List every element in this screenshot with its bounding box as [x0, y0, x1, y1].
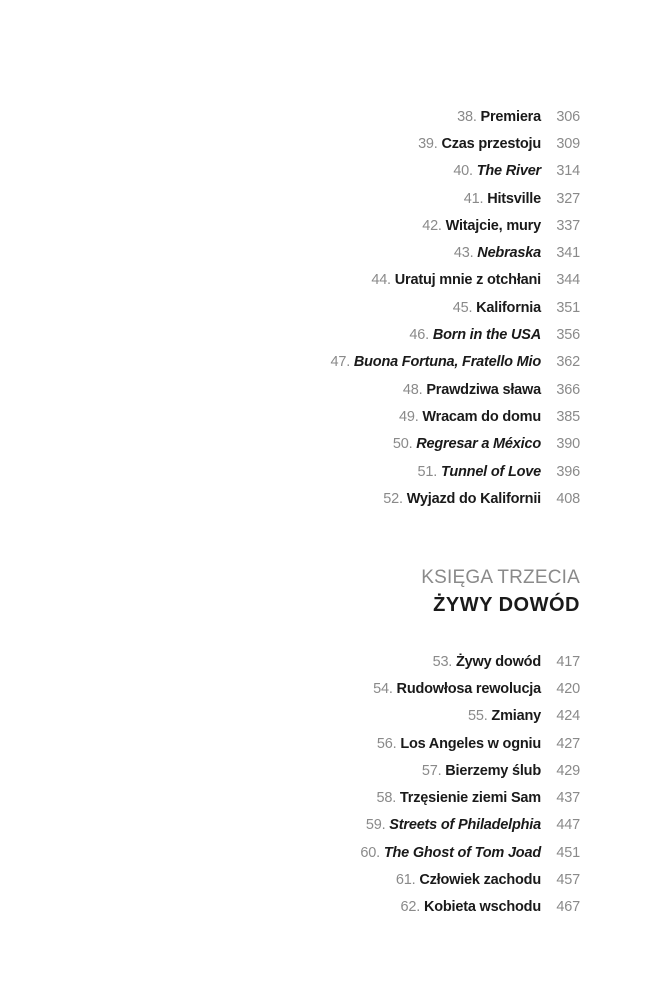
chapter-number: 52. [383, 490, 403, 507]
toc-entry-text [422, 218, 541, 234]
chapter-number: 47. [330, 354, 351, 371]
page-number: 341 [556, 245, 580, 262]
toc-entry-text [383, 491, 541, 507]
toc-entry[interactable] [0, 185, 666, 212]
chapter-number: 57. [421, 762, 442, 779]
toc-entry-text [454, 245, 541, 261]
toc-entry[interactable] [0, 321, 666, 348]
chapter-number: 55. [468, 708, 488, 725]
toc-list-part-two [0, 103, 666, 512]
toc-entry-text [418, 136, 541, 152]
chapter-title: Buona Fortuna, Fratello Mio [353, 354, 541, 371]
toc-entry[interactable] [0, 812, 666, 839]
chapter-title: Tunnel of Love [440, 463, 541, 480]
chapter-number: 50. [392, 436, 413, 453]
toc-entry[interactable] [0, 894, 666, 921]
toc-entry[interactable] [0, 349, 666, 376]
chapter-number: 39. [418, 135, 438, 152]
toc-entry-text [464, 191, 541, 207]
page-number: 420 [556, 680, 580, 697]
toc-entry[interactable] [0, 485, 666, 512]
toc-entry-text [377, 736, 541, 752]
page-number: 385 [556, 408, 580, 425]
chapter-number: 61. [395, 872, 416, 889]
toc-entry-text [403, 382, 541, 398]
chapter-title: Nebraska [477, 245, 541, 262]
chapter-number: 59. [365, 817, 386, 834]
toc-entry[interactable] [0, 458, 666, 485]
chapter-title: Bierzemy ślub [445, 762, 541, 779]
chapter-title: The Ghost of Tom Joad [383, 844, 541, 861]
chapter-number: 54. [373, 680, 393, 697]
chapter-title: Kalifornia [476, 299, 541, 316]
page-number: 309 [556, 135, 580, 152]
page-number: 408 [556, 490, 580, 507]
chapter-number: 62. [400, 899, 421, 916]
chapter-title: Żywy dowód [455, 653, 541, 670]
toc-entry[interactable] [0, 703, 666, 730]
page-number: 427 [556, 735, 580, 752]
chapter-title: Born in the USA [432, 327, 541, 344]
chapter-number: 46. [409, 327, 429, 344]
toc-entry[interactable] [0, 839, 666, 866]
toc-entry[interactable] [0, 784, 666, 811]
toc-entry[interactable] [0, 403, 666, 430]
page-number: 396 [556, 463, 580, 480]
toc-entry-text [457, 109, 541, 125]
toc-entry[interactable] [0, 376, 666, 403]
chapter-number: 48. [402, 381, 423, 398]
toc-entry[interactable] [0, 730, 666, 757]
toc-entry-text [366, 817, 541, 833]
toc-entry-text [453, 300, 541, 316]
page-number: 429 [556, 762, 580, 779]
toc-entry-text [396, 872, 541, 888]
page-number: 327 [556, 190, 580, 207]
section-title: ŻYWY DOWÓD [433, 594, 580, 616]
page-number: 351 [556, 299, 580, 316]
page-number: 337 [556, 217, 580, 234]
toc-entry-text [453, 163, 541, 179]
chapter-title: Witajcie, mury [445, 217, 541, 234]
chapter-number: 44. [371, 272, 391, 289]
toc-entry[interactable] [0, 866, 666, 893]
page-number: 390 [556, 436, 580, 453]
chapter-title: The River [476, 163, 541, 180]
chapter-title: Streets of Philadelphia [389, 817, 541, 834]
section-header [421, 565, 580, 619]
chapter-number: 45. [452, 299, 473, 316]
page-number: 306 [556, 108, 580, 125]
chapter-number: 58. [376, 790, 397, 807]
toc-entry-text [422, 763, 541, 779]
chapter-number: 53. [432, 653, 453, 670]
page-number: 424 [556, 708, 580, 725]
toc-entry-text [433, 654, 541, 670]
toc-entry-text [330, 354, 541, 370]
toc-entry[interactable] [0, 130, 666, 157]
toc-entry-text [393, 436, 541, 452]
toc-entry[interactable] [0, 158, 666, 185]
chapter-number: 43. [453, 245, 474, 262]
chapter-title: Los Angeles w ogniu [400, 735, 541, 752]
toc-entry[interactable] [0, 294, 666, 321]
toc-entry-text [418, 464, 541, 480]
page-number: 457 [556, 872, 580, 889]
chapter-number: 40. [453, 163, 473, 180]
chapter-title: Wyjazd do Kalifornii [406, 490, 541, 507]
chapter-title: Czas przestoju [441, 135, 541, 152]
toc-entry-text [360, 845, 541, 861]
chapter-title: Regresar a México [416, 436, 541, 453]
toc-entry-text [373, 681, 541, 697]
toc-entry-text [409, 327, 541, 343]
chapter-number: 51. [417, 463, 438, 480]
toc-entry[interactable] [0, 212, 666, 239]
toc-entry[interactable] [0, 431, 666, 458]
chapter-title: Człowiek zachodu [419, 872, 541, 889]
chapter-title: Prawdziwa sława [426, 381, 541, 398]
chapter-number: 60. [360, 844, 380, 861]
chapter-title: Hitsville [487, 190, 541, 207]
toc-list-part-three [0, 648, 666, 921]
page-number: 356 [556, 327, 580, 344]
page-number: 362 [556, 354, 580, 371]
page-number: 344 [556, 272, 580, 289]
page-number: 366 [556, 381, 580, 398]
toc-entry[interactable] [0, 757, 666, 784]
toc-entry[interactable] [0, 648, 666, 675]
chapter-number: 41. [463, 190, 484, 207]
section-label: KSIĘGA TRZECIA [421, 567, 580, 588]
toc-entry-text [377, 790, 541, 806]
chapter-title: Rudowłosa rewolucja [396, 680, 541, 697]
toc-entry-text [468, 708, 541, 724]
chapter-title: Kobieta wschodu [423, 899, 541, 916]
page-number: 437 [556, 790, 580, 807]
chapter-number: 56. [376, 735, 397, 752]
chapter-number: 42. [422, 217, 442, 234]
toc-entry[interactable] [0, 267, 666, 294]
chapter-title: Wracam do domu [422, 408, 541, 425]
chapter-title: Trzęsienie ziemi Sam [399, 790, 541, 807]
page-number: 451 [556, 844, 580, 861]
toc-entry-text [399, 409, 541, 425]
chapter-number: 49. [399, 408, 419, 425]
chapter-number: 38. [457, 108, 477, 125]
chapter-title: Uratuj mnie z otchłani [394, 272, 541, 289]
chapter-title: Premiera [480, 108, 541, 125]
toc-entry[interactable] [0, 675, 666, 702]
toc-entry-text [371, 272, 541, 288]
toc-entry-text [401, 899, 541, 915]
chapter-title: Zmiany [491, 708, 541, 725]
toc-entry[interactable] [0, 103, 666, 130]
page-number: 417 [556, 653, 580, 670]
toc-entry[interactable] [0, 239, 666, 266]
page-number: 467 [556, 899, 580, 916]
page-number: 447 [556, 817, 580, 834]
page-number: 314 [556, 163, 580, 180]
